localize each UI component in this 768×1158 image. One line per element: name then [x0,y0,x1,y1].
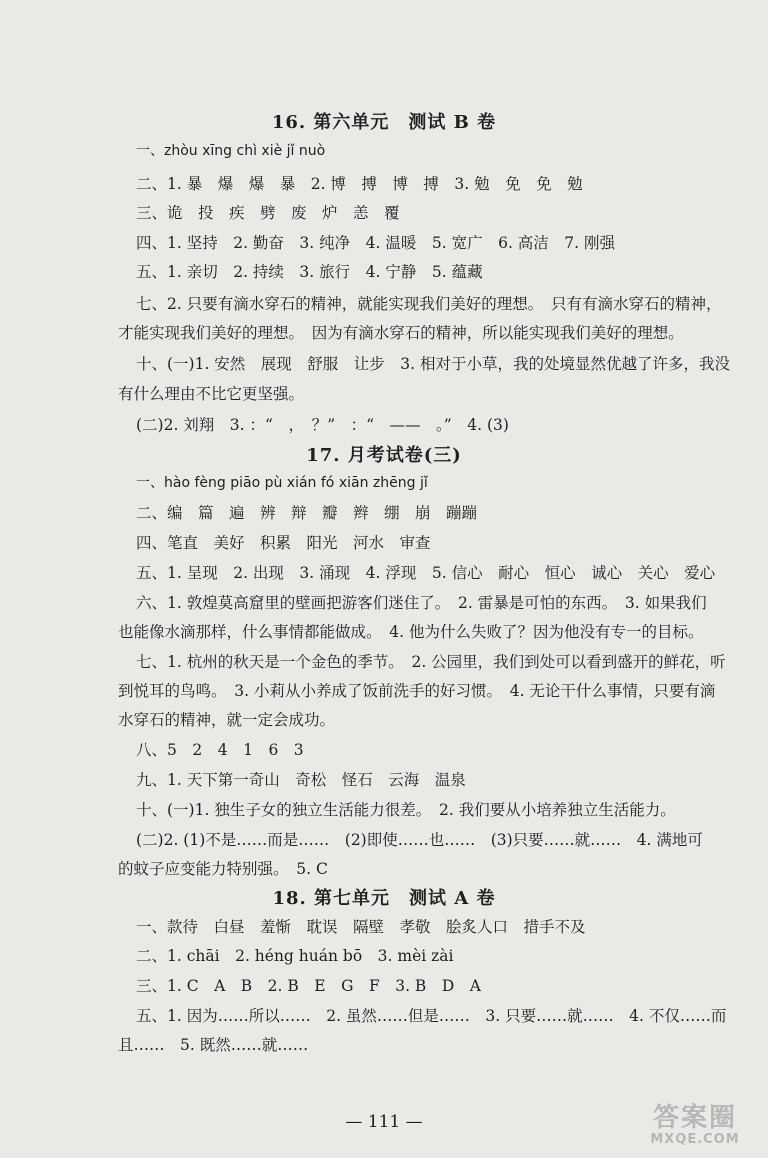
watermark-logo-text: 答案圈 [652,1103,737,1133]
answer-line: 三、诡 投 疾 劈 废 炉 恙 覆 [136,204,400,222]
answer-line: 也能像水滴那样，什么事情都能做成。 4. 他为什么失败了？因为他没有专一的目标。 [118,623,704,641]
answer-line: (二)2. 刘翔 3. ：“ ， ？” ：“ —— 。” 4. (3) [136,416,509,434]
answer-line: 十、(一)1. 安然 展现 舒服 让步 3. 相对于小草，我的处境显然优越了许多，我没 [136,355,731,373]
watermark-url: MXQE.COM [650,1132,740,1147]
answer-line: 到悦耳的鸟鸣。 3. 小莉从小养成了饭前洗手的好习惯。 4. 无论干什么事情，只要有滴 [118,682,716,700]
answer-line: 七、1. 杭州的秋天是一个金色的季节。 2. 公园里，我们到处可以看到盛开的鲜花，听 [136,653,726,671]
answer-line: 二、编 篇 遍 辨 辩 瓣 辫 绷 崩 蹦蹦 [136,504,478,522]
answer-line: 八、5 2 4 1 6 3 [136,741,304,759]
answer-line: 水穿石的精神，就一定会成功。 [118,711,336,729]
section-title: 16. 第六单元 测试 B 卷 [271,112,497,133]
answer-line: 二、1. chāi 2. héng huán bō 3. mèi zài [136,947,454,965]
answer-line: 一、hào fèng piāo pù xián fó xiān zhēng jǐ [136,475,428,491]
answer-line: 二、1. 暴 爆 爆 暴 2. 博 搏 博 搏 3. 勉 免 免 勉 [136,175,583,193]
answer-line: 的蚊子应变能力特别强。 5. C [118,860,328,878]
answer-line: 四、笔直 美好 积累 阳光 河水 审查 [136,534,431,552]
answer-line: 四、1. 坚持 2. 勤奋 3. 纯净 4. 温暖 5. 宽广 6. 高洁 7. 刚强 [136,234,616,252]
answer-line: 七、2. 只要有滴水穿石的精神，就能实现我们美好的理想。 只有有滴水穿石的精神， [136,295,722,313]
answer-line: (二)2. (1)不是……而是…… (2)即使……也…… (3)只要……就…… 4. 满地可 [136,831,703,849]
answer-line: 五、1. 因为……所以…… 2. 虽然……但是…… 3. 只要……就…… 4. 不仅……而 [136,1007,727,1025]
answer-line: 且…… 5. 既然……就…… [118,1036,309,1054]
page-number: — 111 — [345,1112,423,1132]
section-title: 18. 第七单元 测试 A 卷 [272,888,496,909]
watermark-logo [636,1104,754,1150]
answer-line: 十、(一)1. 独生子女的独立生活能力很差。 2. 我们要从小培养独立生活能力。 [136,801,676,819]
answer-line: 六、1. 敦煌莫高窟里的壁画把游客们迷住了。 2. 雷暴是可怕的东西。 3. 如果我们 [136,594,707,612]
answer-line: 一、zhòu xīng chì xiè jǐ nuò [136,143,326,159]
answer-line: 九、1. 天下第一奇山 奇松 怪石 云海 温泉 [136,771,466,789]
answer-line: 三、1. C A B 2. B E G F 3. B D A [136,977,481,995]
answer-line: 五、1. 呈现 2. 出现 3. 涌现 4. 浮现 5. 信心 耐心 恒心 诚心 关心 爱心 [136,564,716,582]
answer-line: 才能实现我们美好的理想。 因为有滴水穿石的精神，所以能实现我们美好的理想。 [118,324,684,342]
answer-line: 有什么理由不比它更坚强。 [118,385,305,403]
answer-line: 一、款待 白昼 羞惭 耽误 隔壁 孝敬 脍炙人口 措手不及 [136,918,586,936]
answer-line: 五、1. 亲切 2. 持续 3. 旅行 4. 宁静 5. 蕴藏 [136,263,483,281]
section-title: 17. 月考试卷(三) [306,445,462,466]
